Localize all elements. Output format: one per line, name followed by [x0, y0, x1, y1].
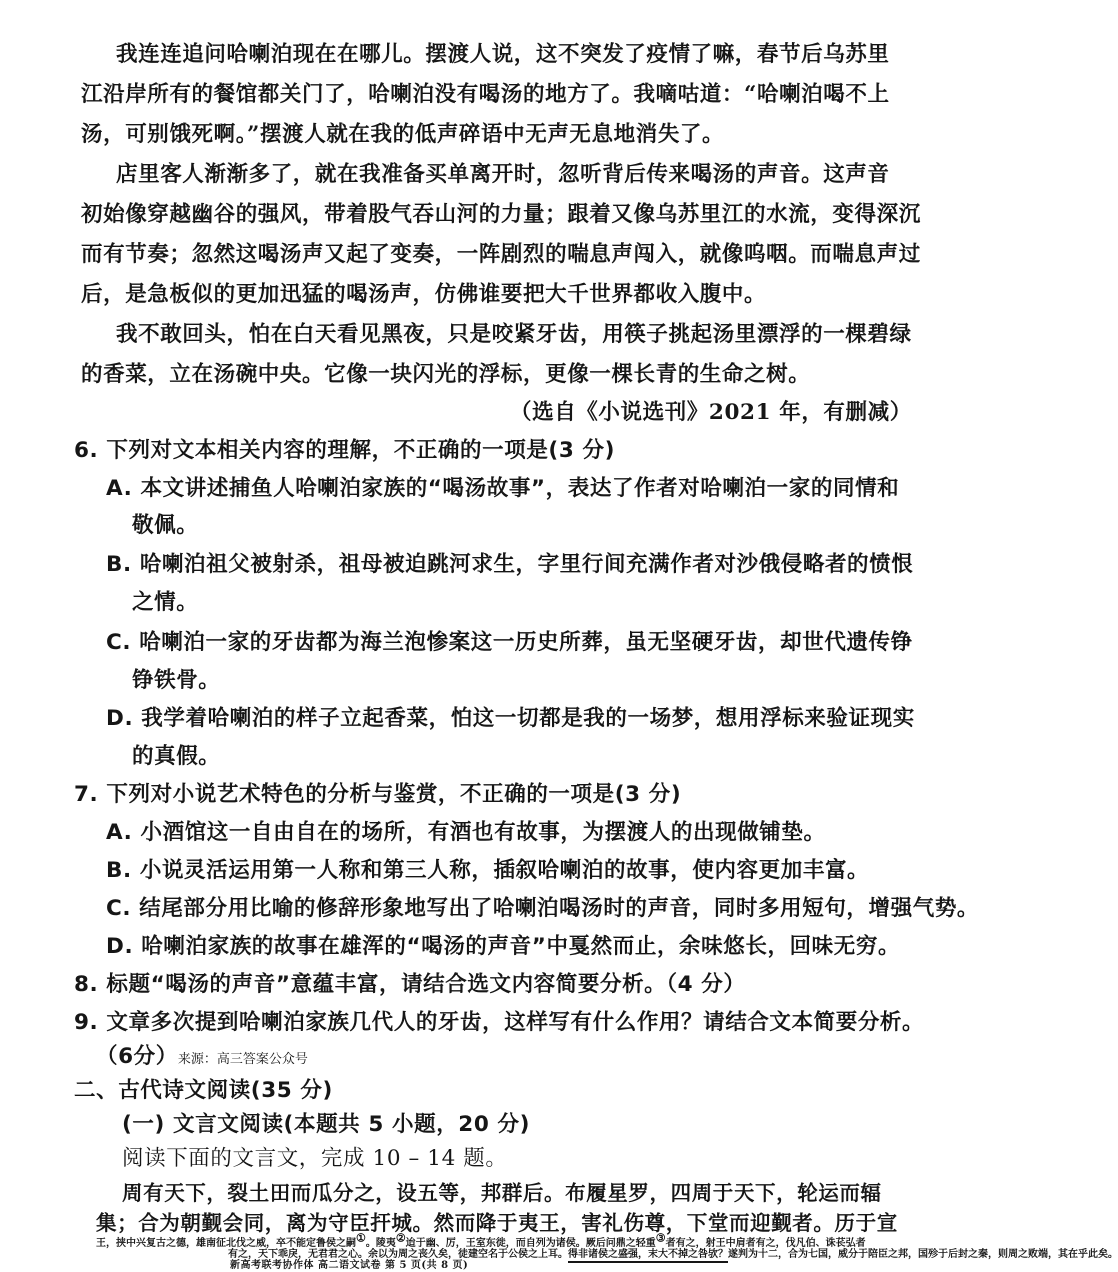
question-7-option-c: C. 结尾部分用比喻的修辞形象地写出了哈喇泊喝汤时的声音，同时多用短句，增强气势。 — [106, 896, 980, 921]
underlined-sentence: 之盛强，末大不掉之咎欤？ — [608, 1249, 728, 1260]
question-6-option-d: D. 我学着哈喇泊的样子立起香菜，怕这一切都是我的一场梦，想用浮标来验证现实 — [106, 706, 915, 731]
footnote-mark: ③ — [655, 1231, 666, 1245]
question-6-option-c: C. 哈喇泊一家的牙齿都为海兰泡惨案这一历史所葬，虽无坚硬牙齿，却世代遗传铮 — [106, 630, 913, 655]
classical-text: 东徙，而自列为诸侯。厥后问鼎之轻重 — [485, 1238, 656, 1249]
question-6-option-a: A. 本文讲述捕鱼人哈喇泊家族的“喝汤故事”，表达了作者对哈喇泊一家的同情和 — [106, 476, 900, 501]
question-7-stem: 7. 下列对小说艺术特色的分析与鉴赏，不正确的一项是(3 分) — [74, 782, 682, 807]
question-8: 8. 标题“喝汤的声音”意蕴丰富，请结合选文内容简要分析。（4 分） — [74, 972, 746, 997]
classical-text: 王，挟中兴复古之德，雄南征北伐之威，卒不能定鲁侯之嗣 — [96, 1238, 356, 1249]
passage-line: 我不敢回头，怕在白天看见黑夜，只是咬紧牙齿，用筷子挑起汤里漂浮的一棵碧绿 — [116, 322, 912, 347]
passage-line: 我连连追问哈喇泊现在在哪儿。摆渡人说，这不突发了疫情了嘛，春节后乌苏里 — [116, 42, 890, 67]
question-6-option-b-cont: 之情。 — [132, 590, 199, 615]
passage-line: 而有节奏；忽然这喝汤声又起了变奏，一阵剧烈的喘息声闯入，就像呜咽。而喘息声过 — [81, 242, 921, 267]
classical-text: 有之，天下乖戾，无君君之心。余以为周之丧久矣，徒建空名于公侯之上耳。 — [228, 1249, 568, 1260]
passage-line: 江沿岸所有的餐馆都关门了，哈喇泊没有喝汤的地方了。我嘀咕道：“哈喇泊喝不上 — [81, 82, 890, 107]
classical-text: 则周之败端，其在乎此矣。 — [998, 1249, 1118, 1260]
classical-text: 者有之，射王中肩者有之，伐凡伯、诛苌弘者 — [665, 1238, 866, 1249]
question-9-score — [96, 1042, 308, 1075]
classical-text: 。陵夷 — [365, 1238, 396, 1249]
classical-line: 周有天下，裂土田而瓜分之，设五等，邦群后。布履星罗，四周于天下，轮运而辐 — [122, 1181, 882, 1205]
underlined-sentence: 得非诸侯 — [568, 1249, 608, 1260]
question-6-option-a-cont: 敬佩。 — [132, 513, 199, 538]
question-6-stem: 6. 下列对文本相关内容的理解，不正确的一项是(3 分) — [74, 438, 616, 463]
question-7-option-b: B. 小说灵活运用第一人称和第三人称，插叙哈喇泊的故事，使内容更加丰富。 — [106, 858, 870, 883]
passage-line: 店里客人渐渐多了，就在我准备买单离开时，忽听背后传来喝汤的声音。这声音 — [116, 162, 890, 187]
question-6-option-d-cont: 的真假。 — [132, 744, 221, 769]
section-2-title: 二、古代诗文阅读(35 分) — [74, 1078, 333, 1103]
section-2-instruction: 阅读下面的文言文，完成 10 – 14 题。 — [122, 1146, 508, 1171]
footnote-mark: ② — [395, 1231, 406, 1245]
source-note: 来源：高三答案公众号 — [177, 1052, 308, 1067]
question-7-option-a: A. 小酒馆这一自由自在的场所，有酒也有故事，为摆渡人的出现做铺垫。 — [106, 820, 826, 845]
passage-line: 汤，可别饿死啊。”摆渡人就在我的低声碎语中无声无息地消失了。 — [81, 122, 725, 147]
classical-text: 迨于幽、厉，王室 — [405, 1238, 486, 1249]
passage-line: 初始像穿越幽谷的强风，带着股气吞山河的力量；跟着又像乌苏里江的水流，变得深沉 — [81, 202, 921, 227]
question-7-option-d: D. 哈喇泊家族的故事在雄浑的“喝汤的声音”中戛然而止，余味悠长，回味无穷。 — [106, 934, 901, 959]
question-6-option-b: B. 哈喇泊祖父被射杀，祖母被迫跳河求生，字里行间充满作者对沙俄侵略者的愤恨 — [106, 552, 914, 577]
question-9-score-text: （6分） — [96, 1044, 178, 1069]
footnote-mark: ① — [356, 1231, 366, 1245]
passage-line: 后，是急板似的更加迅猛的喝汤声，仿佛谁要把大千世界都收入腹中。 — [81, 282, 767, 307]
passage-source: （选自《小说选刊》2021 年，有删减） — [510, 400, 912, 425]
passage-line: 的香菜，立在汤碗中央。它像一块闪光的浮标，更像一棵长青的生命之树。 — [81, 362, 811, 387]
question-6-option-c-cont: 铮铁骨。 — [132, 668, 221, 693]
section-2-subtitle: (一) 文言文阅读(本题共 5 小题，20 分) — [122, 1112, 531, 1137]
classical-line: 集；合为朝觐会同，离为守臣扞城。然而降于夷王，害礼伤尊，下堂而迎觐者。历于宣 — [96, 1211, 898, 1235]
classical-text: 遂判为十二，合为七国，威分于陪臣之邦，国殄于后封之秦， — [728, 1249, 998, 1260]
page-footer: 新高考联考协作体 高二语文试卷 第 5 页(共 8 页) — [230, 1260, 469, 1271]
question-9: 9. 文章多次提到哈喇泊家族几代人的牙齿，这样写有什么作用？请结合文本简要分析。 — [74, 1010, 925, 1035]
